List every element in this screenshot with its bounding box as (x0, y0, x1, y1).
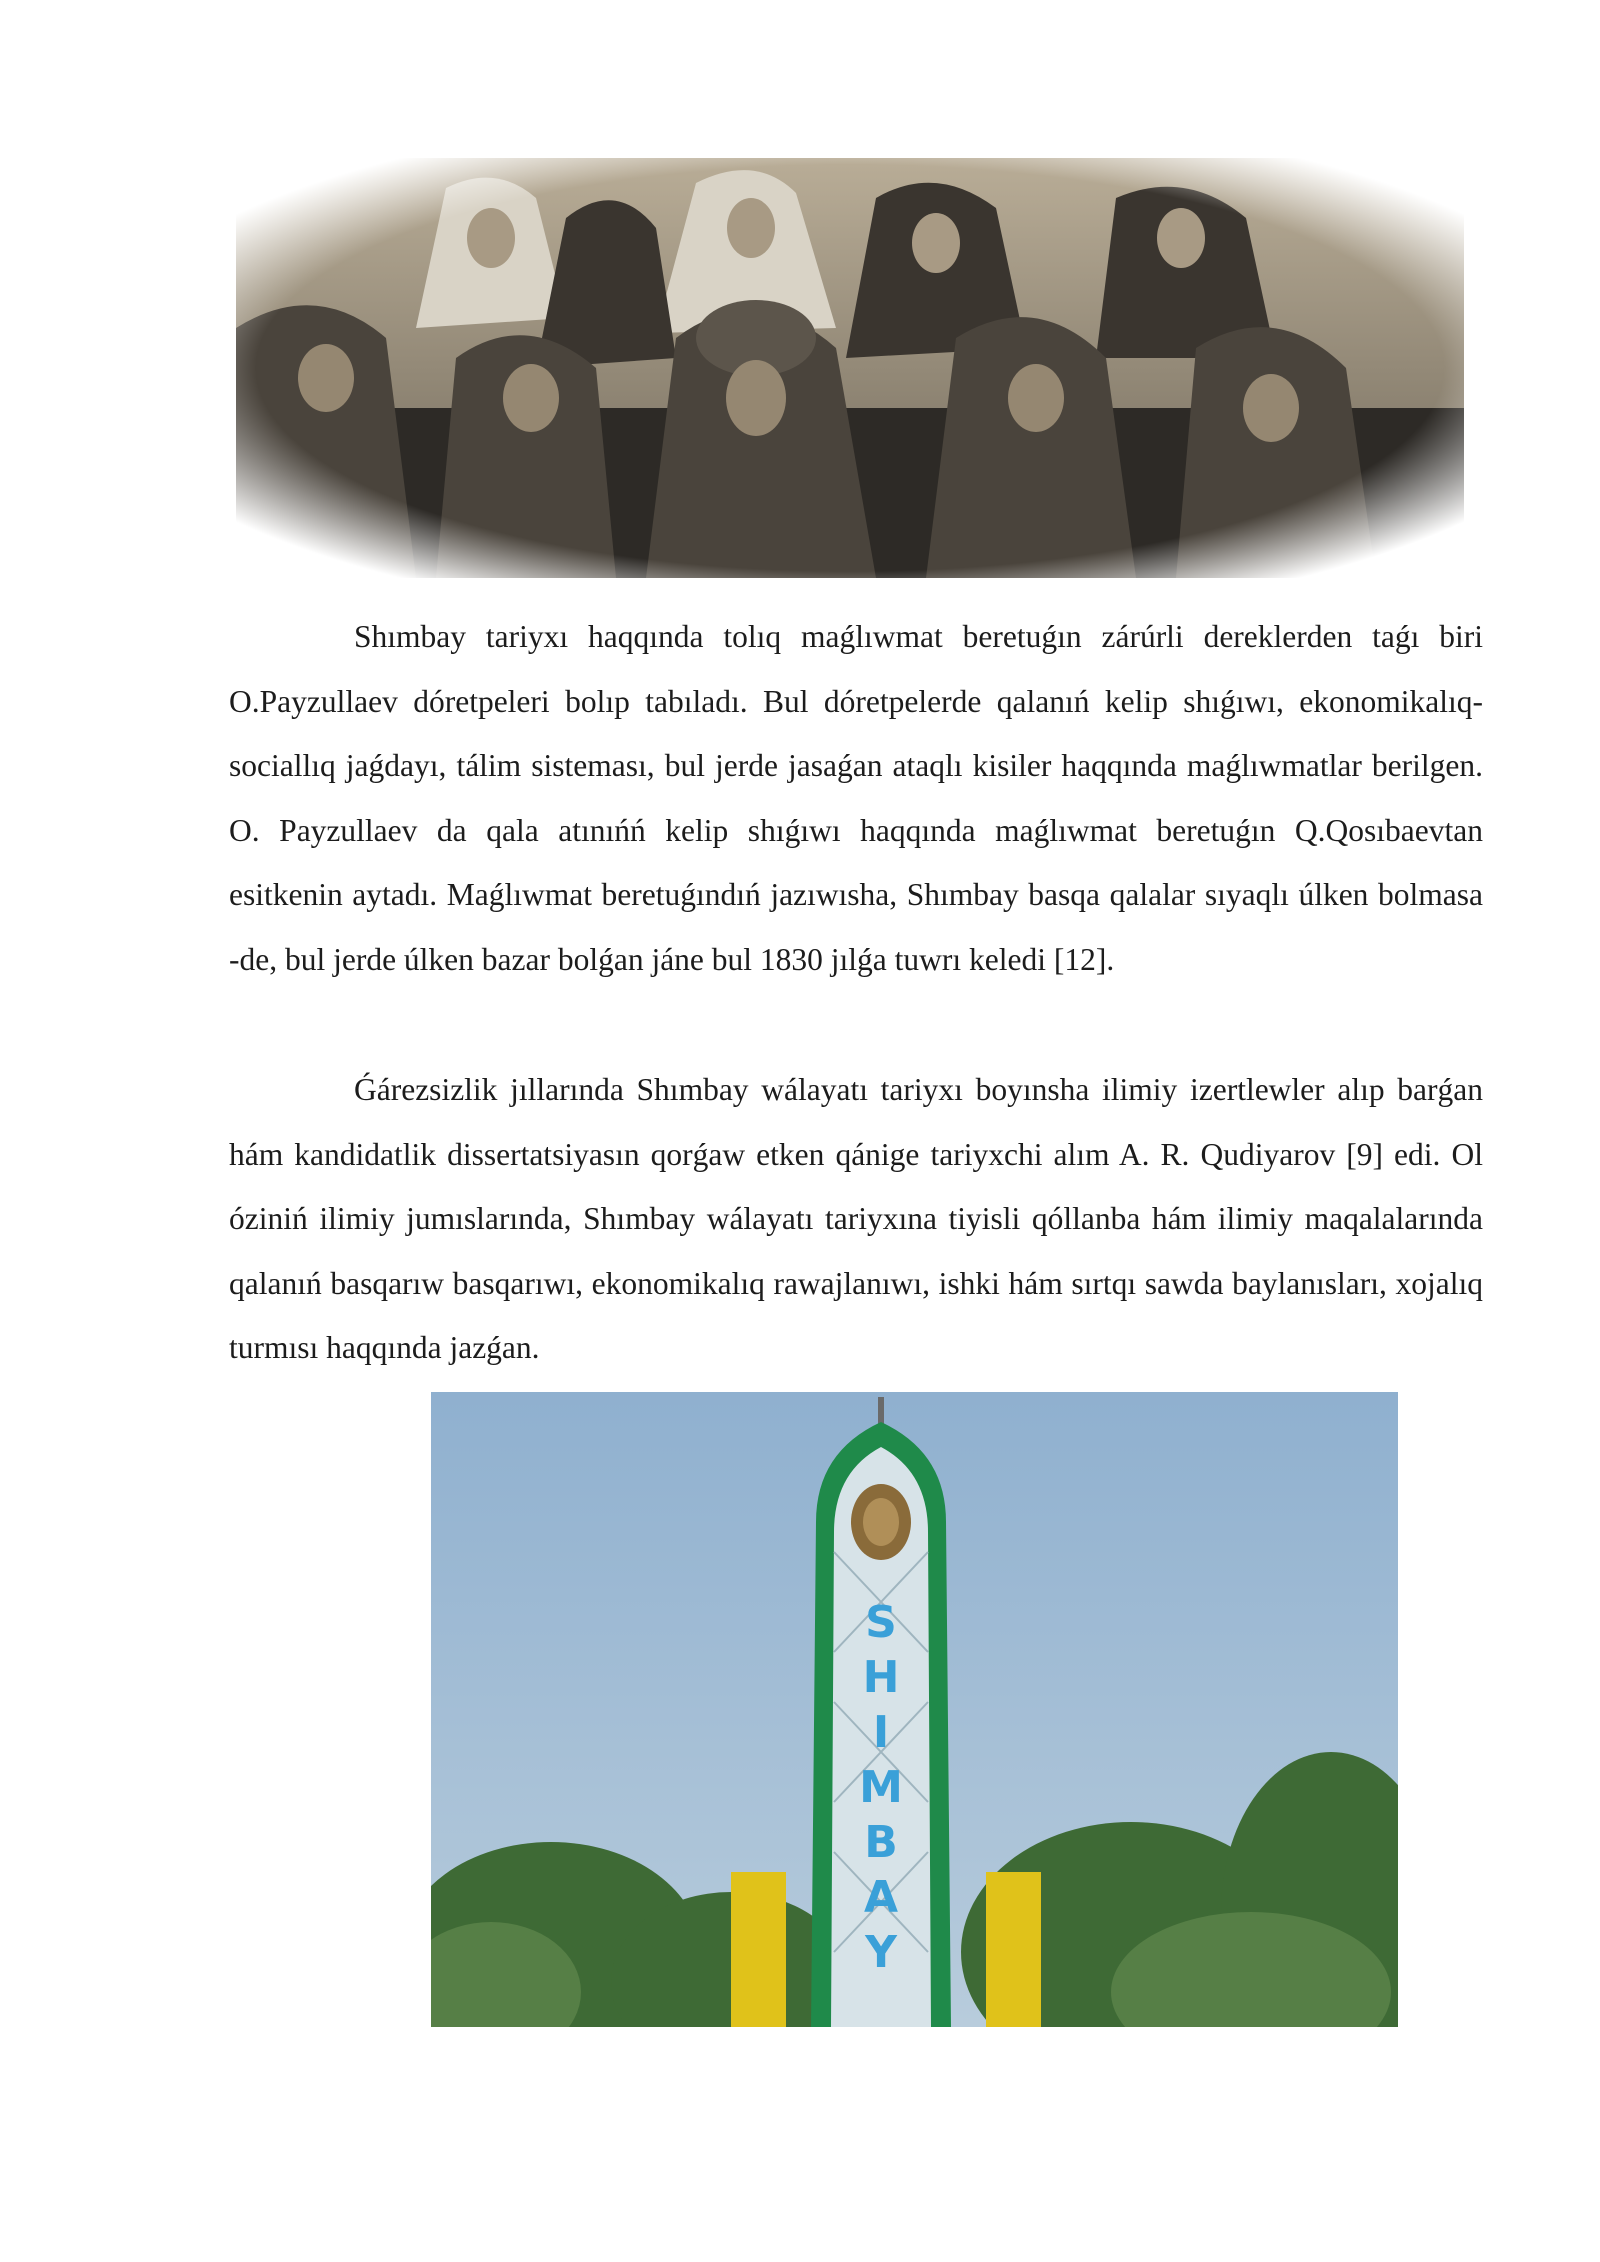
sign-letter: M (859, 1762, 903, 1813)
historical-group-photo (236, 158, 1464, 578)
sign-letter: S (865, 1597, 897, 1648)
paragraph-2-container (229, 1058, 1483, 1381)
sign-letter: B (864, 1817, 898, 1868)
shimbay-sign-photo (431, 1392, 1398, 2027)
paragraph-1-container (229, 605, 1483, 992)
paragraph-2: Ǵárezsizlik jıllarında Shımbay wálayatı tariyxı boyınsha ilimiy izertlewler alıp barǵan hám kandidatlik dissertatsiyasın qorǵaw etken qánige tariyxchi alım A. R. Qudiyarov [9] edi. Ol óziniń ilimiy jumıslarında, Shımbay wálayatı tariyxına tiyisli qóllanba hám ilimiy maqalalarında qalanıń basqarıw basqarıwı, ekonomikalıq rawajlanıwı, ishki hám sırtqı sawda baylanısları, xojalıq turmısı haqqında jazǵan. (229, 1072, 1483, 1365)
paragraph-1: Shımbay tariyxı haqqında tolıq maǵlıwmat beretuǵın zárúrli dereklerden taǵı biri O.Payzullaev dóretpeleri bolıp tabıladı. Bul dóretpelerde qalanıń kelip shıǵıwı, ekonomikalıq-sociallıq jaǵdayı, tálim sisteması, bul jerde jasaǵan ataqlı kisiler haqqında maǵlıwmatlar berilgen. O. Payzullaev da qala atınıńń kelip shıǵıwı haqqında maǵlıwmat beretuǵın Q.Qosıbaevtan esitkenin aytadı. Maǵlıwmat beretuǵındıń jazıwısha, Shımbay basqa qalalar sıyaqlı úlken bolmasa -de, bul jerde úlken bazar bolǵan jáne bul 1830 jılǵa tuwrı keledi [12]. (229, 619, 1483, 977)
sign-letter: H (862, 1652, 900, 1703)
sign-letter: A (863, 1872, 899, 1923)
sign-letter: I (872, 1707, 890, 1758)
sign-letter: Y (865, 1927, 897, 1978)
